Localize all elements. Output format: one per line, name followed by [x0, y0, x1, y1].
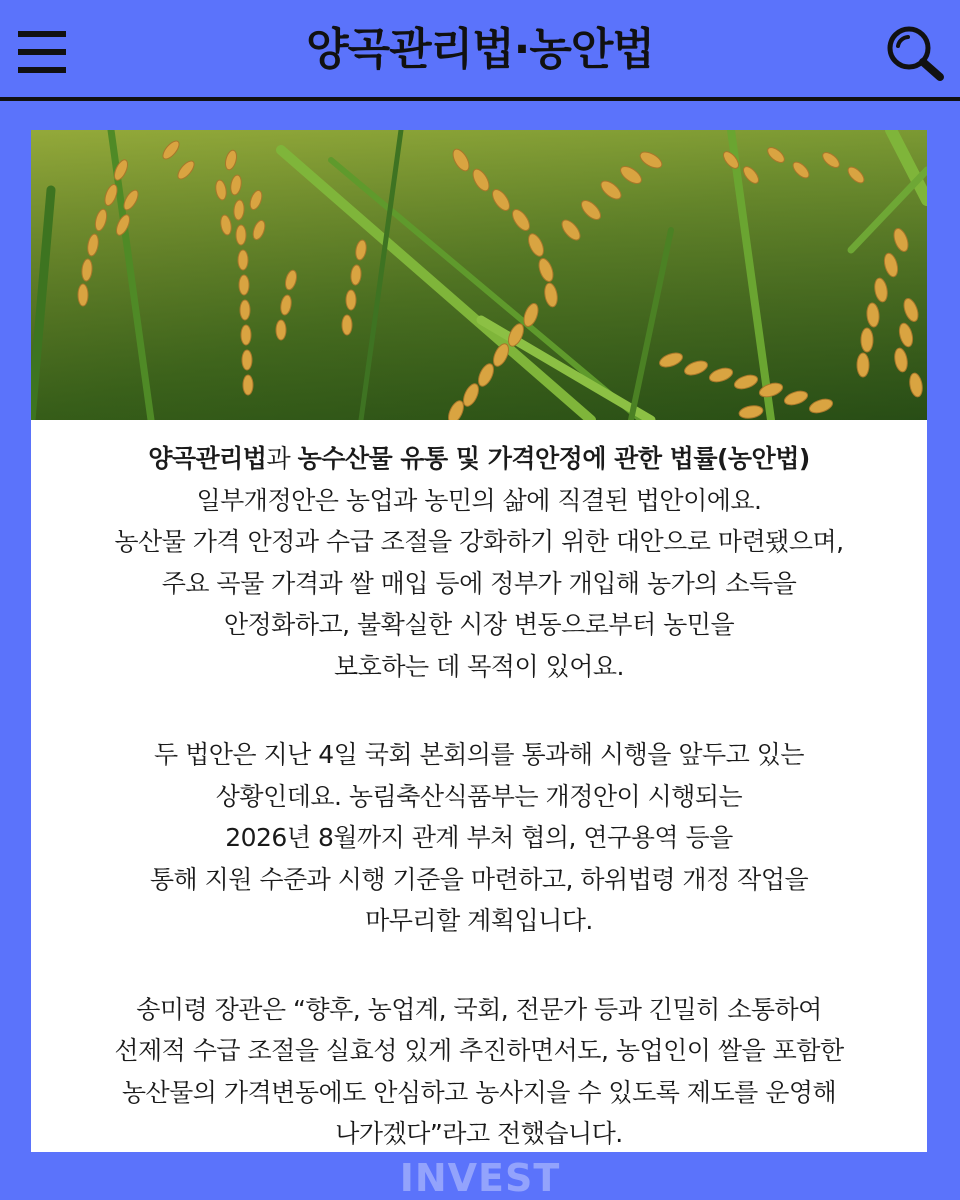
article-lead-line	[31, 438, 927, 480]
paragraph-line: 주요 곡물 가격과 쌀 매입 등에 정부가 개입해 농가의 소득을	[161, 568, 797, 598]
page-title: 양곡관리법·농안법	[306, 24, 654, 75]
top-bar	[0, 0, 960, 101]
paragraph-line: 일부개정안은 농업과 농민의 삶에 직결된 법안이에요.	[196, 485, 762, 515]
paragraph-line: 안정화하고, 불확실한 시장 변동으로부터 농민을	[223, 610, 735, 639]
paragraph-line: 농산물의 가격변동에도 안심하고 농사지을 수 있도록 제도를 운영해	[121, 1077, 837, 1107]
article-body	[31, 438, 927, 1155]
paragraph-line: 2026년 8월까지 관계 부처 협의, 연구용역 등을	[225, 823, 733, 852]
article-card	[31, 130, 927, 1152]
law-name-agri-distribution: 농수산물 유통 및 가격안정에 관한 법률(농안법)	[297, 444, 810, 473]
conjunction-text: 과	[266, 444, 298, 473]
paragraph-line: 통해 지원 수준과 시행 기준을 마련하고, 하위법령 개정 작업을	[149, 864, 809, 894]
paragraph-line: 마무리할 계획입니다.	[365, 906, 593, 935]
paragraph-line: 보호하는 데 목적이 있어요.	[334, 651, 624, 681]
paragraph-line: 상황인데요. 농림축산식품부는 개정안이 시행되는	[215, 781, 743, 811]
search-icon[interactable]	[884, 24, 946, 82]
paragraph-line: 농산물 가격 안정과 수급 조절을 강화하기 위한 대안으로 마련됐으며,	[114, 527, 844, 556]
law-name-grain: 양곡관리법	[148, 444, 267, 473]
paragraph-line: 선제적 수급 조절을 실효성 있게 추진하면서도, 농업인이 쌀을 포함한	[114, 1036, 844, 1065]
paragraph-line: 송미령 장관은 “향후, 농업계, 국회, 전문가 등과 긴밀히 소통하여	[136, 994, 822, 1024]
paragraph-line: 두 법안은 지난 4일 국회 본회의를 통과해 시행을 앞두고 있는	[153, 740, 805, 769]
paragraph-line: 나가겠다”라고 전했습니다.	[335, 1119, 623, 1148]
brand-logo: INVEST	[399, 1156, 561, 1200]
rice-field-photo	[31, 130, 927, 420]
